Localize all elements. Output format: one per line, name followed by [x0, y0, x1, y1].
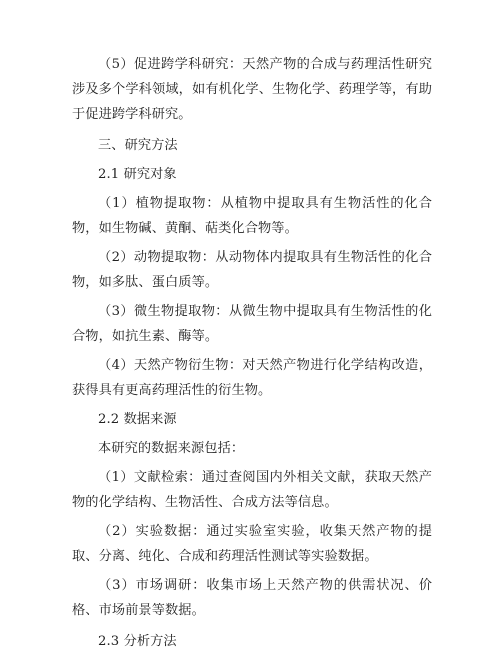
paragraph-interdisciplinary: （5）促进跨学科研究：天然产物的合成与药理活性研究涉及多个学科领域，如有机化学、生物化学、药理学等，有助于促进跨学科研究。 [72, 57, 432, 122]
paragraph-microbial-extracts: （3）微生物提取物：从微生物中提取具有生物活性的化合物，如抗生素、酶等。 [72, 304, 432, 344]
subsection-heading-analysis-methods: 2.3 分析方法 [98, 634, 177, 649]
document-page [72, 52, 432, 654]
subsection-heading-data-sources: 2.2 数据来源 [98, 412, 177, 427]
paragraph-market-research: （3）市场调研：收集市场上天然产物的供需状况、价格、市场前景等数据。 [72, 578, 432, 618]
subsection-heading-research-objects: 2.1 研究对象 [98, 167, 177, 182]
paragraph-animal-extracts: （2）动物提取物：从动物体内提取具有生物活性的化合物，如多肽、蛋白质等。 [72, 250, 432, 290]
paragraph-plant-extracts: （1）植物提取物：从植物中提取具有生物活性的化合物，如生物碱、黄酮、萜类化合物等。 [72, 196, 432, 236]
section-heading-methods: 三、研究方法 [98, 138, 178, 153]
paragraph-experimental-data: （2）实验数据：通过实验室实验，收集天然产物的提取、分离、纯化、合成和药理活性测试等实验数据。 [72, 524, 432, 564]
paragraph-derivatives: （4）天然产物衍生物：对天然产物进行化学结构改造，获得具有更高药理活性的衍生物。 [72, 358, 432, 398]
paragraph-data-sources-intro: 本研究的数据来源包括： [98, 441, 245, 456]
paragraph-literature-search: （1）文献检索：通过查阅国内外相关文献，获取天然产物的化学结构、生物活性、合成方法等信息。 [72, 470, 432, 510]
